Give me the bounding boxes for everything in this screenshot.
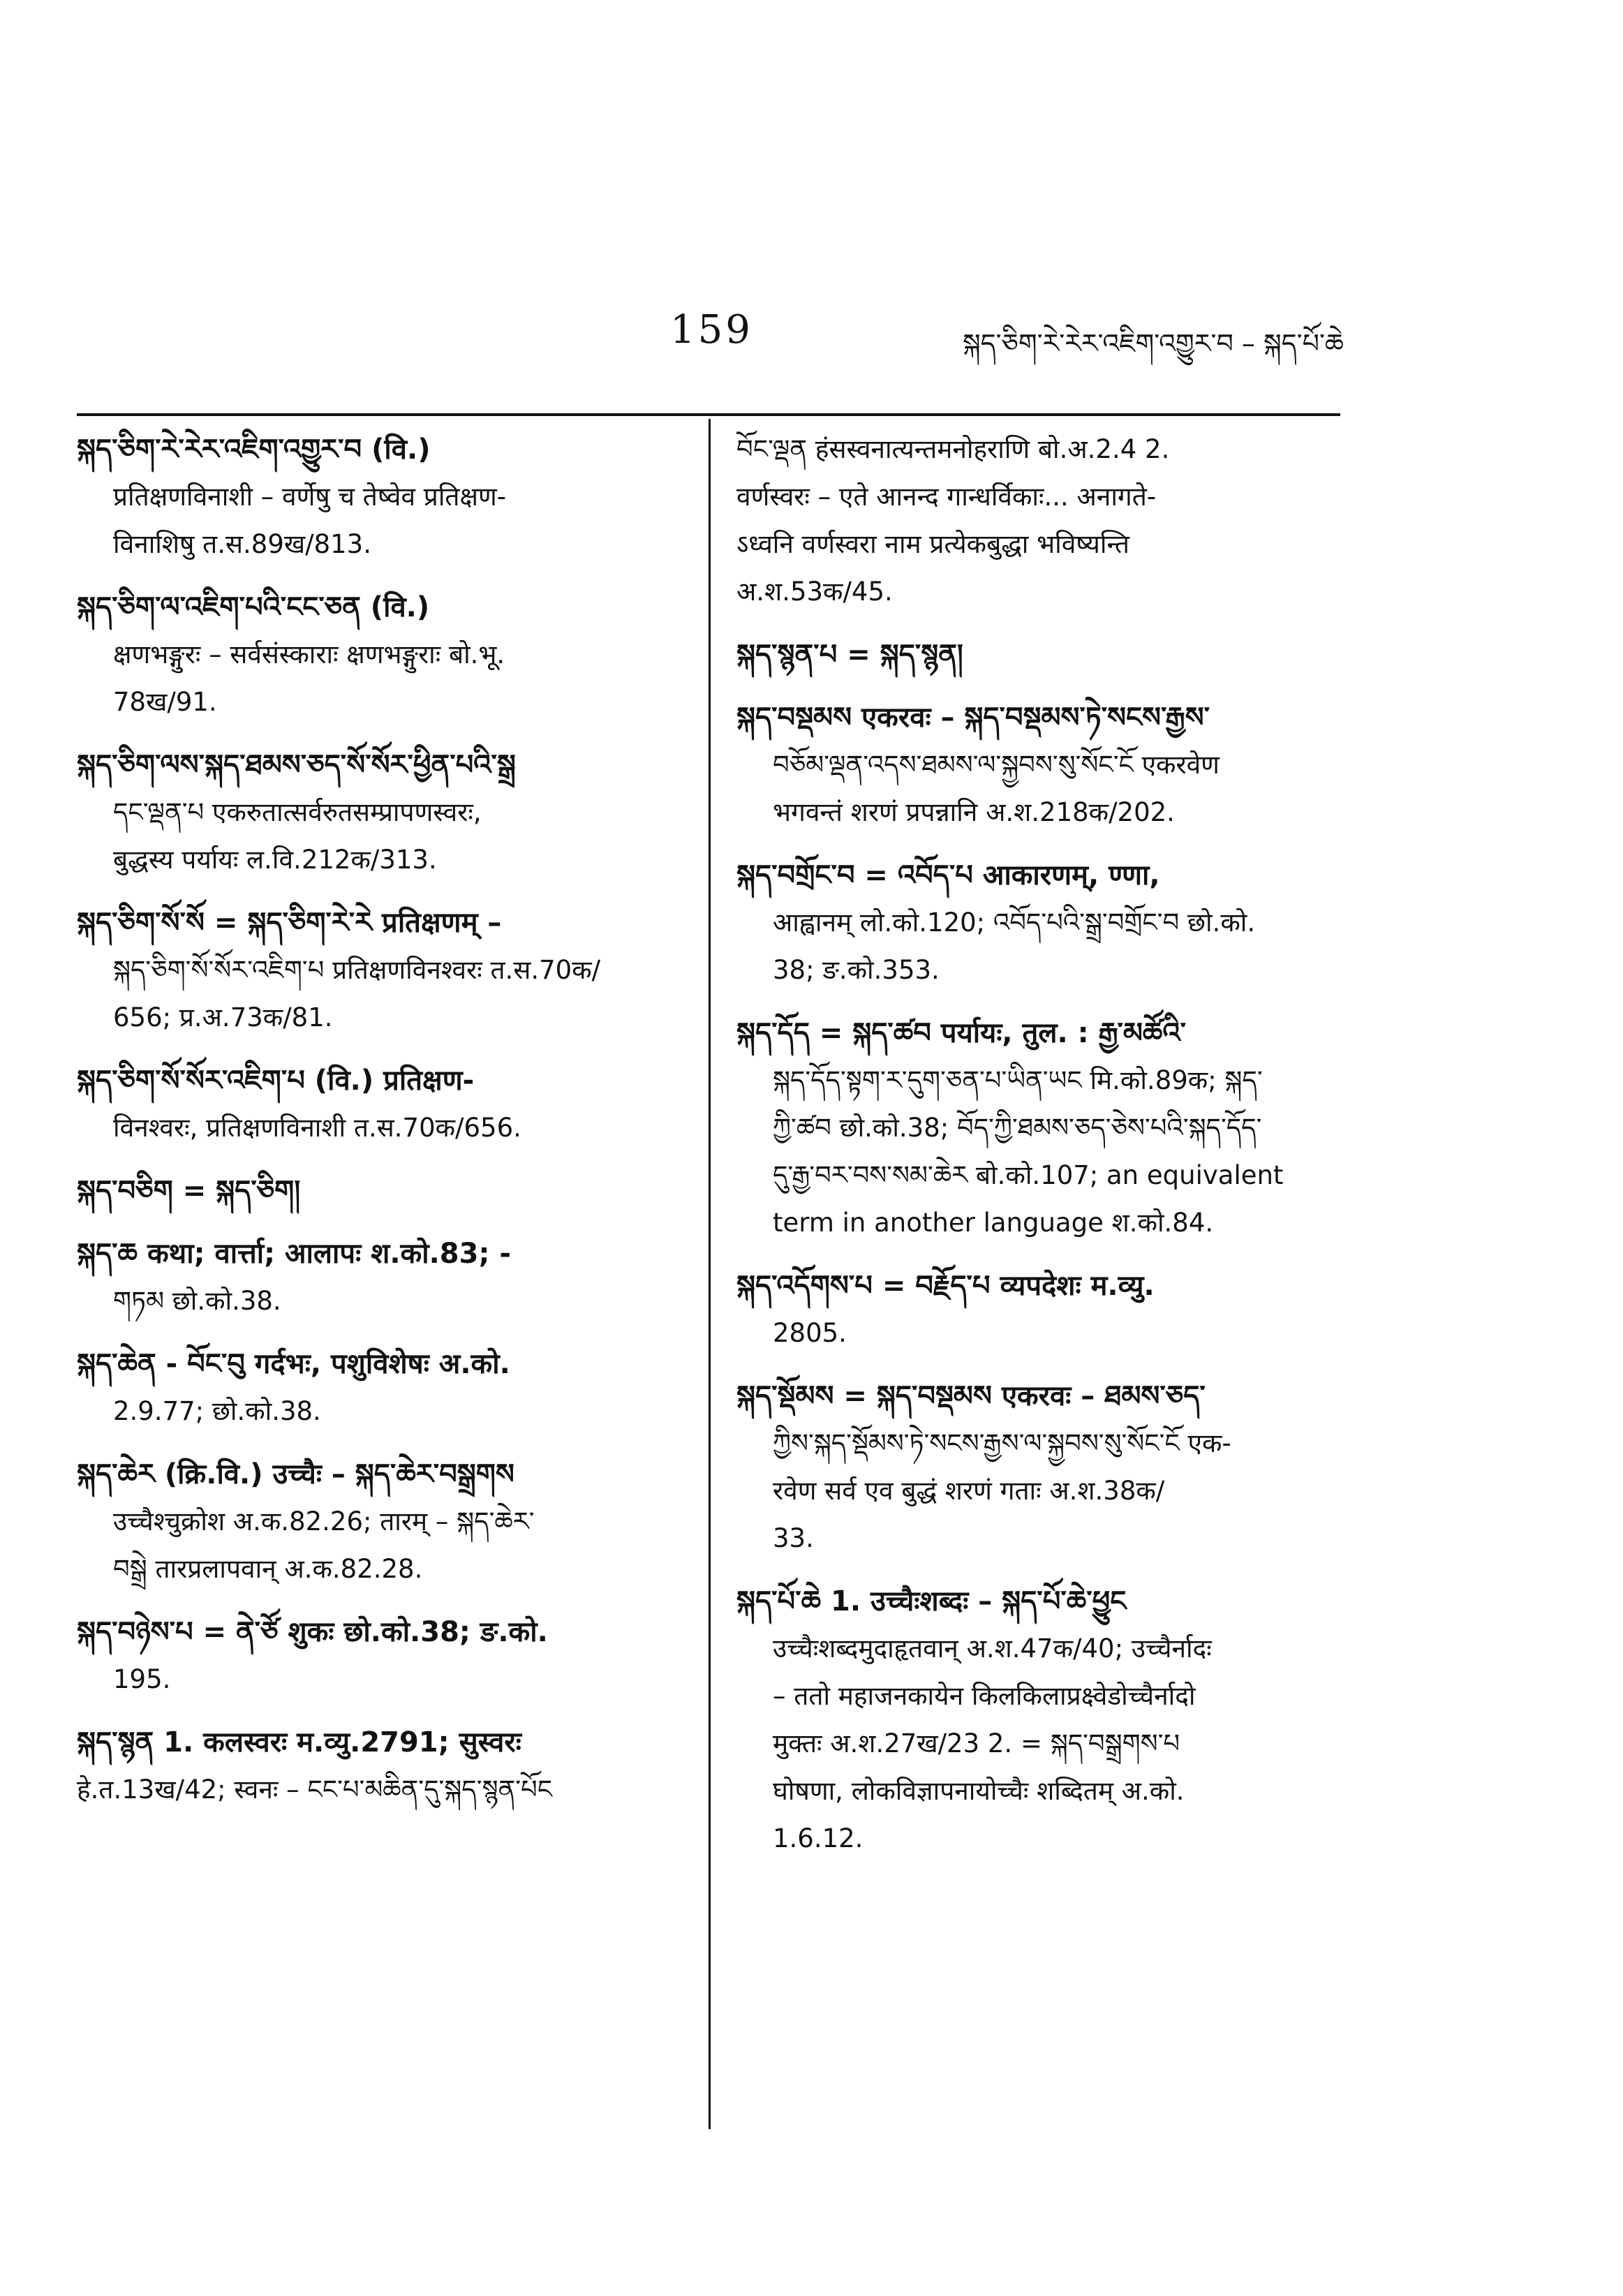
entry-headword: སྐད་འདོགས་པ = བརྗོད་པ व्यपदेशः म.व्यु.: [736, 1270, 1155, 1302]
entry-line: བོང་ལྡན हंसस्वनात्यन्तमनोहराणि बो.अ.2.4 2.: [736, 434, 1170, 464]
entry-headword: སྐད་ཅིག་ལ་འཇིག་པའི་ངང་ཅན (वि.): [77, 591, 430, 623]
entry-line: བསྒྲེ तारप्रलापवान् अ.क.82.28.: [113, 1554, 423, 1584]
entry-headword: སྐད་ཆ कथा; वार्त्ता; आलापः श.को.83; -: [77, 1238, 511, 1270]
entry-line: 1.6.12.: [773, 1823, 864, 1853]
entry-line: དུ་རྒྱ་བར་བས་སམ་ཆེར बो.को.107; an equivalent: [773, 1160, 1284, 1190]
entry-line: वर्णस्वरः – एते आनन्द गान्धर्विकाः... अनागते-: [736, 482, 1157, 512]
entry-line: 78ख/91.: [113, 687, 217, 717]
entry-line: उच्चैःशब्दमुदाहृतवान् अ.श.47क/40; उच्चैर्नादः: [773, 1634, 1212, 1664]
dictionary-entry: [736, 694, 1337, 836]
dictionary-entry: [736, 426, 1337, 616]
entry-headword: སྐད་ཆེར (क्रि.वि.) उच्चैः – སྐད་ཆེར་བསྒྲགས: [77, 1458, 514, 1490]
entry-line: हे.त.13ख/42; स्वनः – ངང་པ་མཆིན་དུ་སྐད་སྙན་པོང: [77, 1775, 553, 1805]
entry-line: आह्वानम् लो.को.120; འབོད་པའི་སྒྲ་བགྲོང་བ छो.को.: [773, 908, 1256, 938]
entry-line: उच्चैश्चुक्रोश अ.क.82.26; तारम् – སྐད་ཆེར་: [113, 1506, 535, 1536]
dictionary-entry: [77, 1167, 677, 1215]
dictionary-entry: [77, 1719, 677, 1814]
entry-headword: སྐད་པོ་ཆེ 1. उच्चैःशब्दः – སྐད་པོ་ཆེ་ཕྱུང: [736, 1585, 1127, 1617]
entry-line: 2805.: [773, 1318, 847, 1348]
dictionary-entry: [736, 852, 1337, 994]
entry-headword: སྐད་བགྲོང་བ = འབོད་པ आकारणम्, ण्णा,: [736, 859, 1160, 891]
entry-line: དང་ལྡན་པ एकरुतात्सर्वरुतसम्प्रापणस्वरः,: [113, 797, 482, 827]
entry-line: विनाशिषु त.स.89ख/813.: [113, 529, 371, 559]
dictionary-entry: [77, 741, 677, 884]
entry-line: घोषणा, लोकविज्ञापनायोच्चैः शब्दितम् अ.को.: [773, 1776, 1185, 1806]
entry-line: रवेण सर्व एव बुद्धं शरणं गताः अ.श.38क/: [773, 1476, 1165, 1506]
entry-headword: སྐད་ཆེན - བོང་བུ गर्दभः, पशुविशेषः अ.को.: [77, 1348, 510, 1380]
dictionary-entry: [736, 1009, 1337, 1247]
dictionary-entry: [77, 1451, 677, 1593]
entry-headword: སྐད་ཅིག་སོ་སོར་འཇིག་པ (वि.) प्रतिक्षण-: [77, 1065, 475, 1097]
entry-line: ཀྱི་ཚབ छो.को.38; བོད་ཀྱི་ཐམས་ཅད་ཅེས་པའི་སྐད་དོད་: [773, 1113, 1262, 1143]
entry-line: प्रतिक्षणविनाशी – वर्णेषु च तेष्वेव प्रतिक्षण-: [113, 482, 507, 512]
entry-line: 2.9.77; छो.को.38.: [113, 1396, 321, 1426]
page-header: [0, 307, 1623, 370]
dictionary-entry: [77, 1057, 677, 1152]
entry-headword: སྐད་བཅིག = སྐད་ཅིག།: [77, 1175, 301, 1207]
entry-line: भगवन्तं शरणं प्रपन्नानि अ.श.218क/202.: [773, 797, 1175, 827]
dictionary-entry: [736, 1578, 1337, 1862]
entry-headword: སྐད་ཅིག་ལས་སྐད་ཐམས་ཅད་སོ་སོར་ཕྱིན་པའི་སྒྲ: [77, 749, 516, 781]
entry-headword: སྐད་སྙན་པ = སྐད་སྙན།: [736, 639, 963, 671]
dictionary-entry: [736, 631, 1337, 679]
dictionary-entry: [736, 1372, 1337, 1562]
entry-line: 38; ङ.को.353.: [773, 955, 940, 985]
entry-line: ཀྱིས་སྐད་སྡོམས་ཏེ་སངས་རྒྱས་ལ་སྐྱབས་སུ་སོང་ངོ एक-: [773, 1428, 1231, 1458]
entry-line: བཅོམ་ལྡན་འདས་ཐམས་ལ་སྐྱབས་སུ་སོང་ངོ एकरवेण: [773, 750, 1220, 780]
dictionary-entry: [77, 899, 677, 1042]
dictionary-entry: [77, 584, 677, 726]
entry-headword: སྐད་བསྡམས एकरवः – སྐད་བསྡམས་ཏེ་སངས་རྒྱས་: [736, 702, 1210, 734]
entry-headword: སྐད་སྙན 1. कलस्वरः म.व्यु.2791; सुस्वरः: [77, 1726, 521, 1758]
entry-headword: སྐད་བཉེས་པ = ནེ་ཙོ शुकः छो.को.38; ङ.को.: [77, 1616, 548, 1648]
header-rule: [77, 413, 1340, 416]
entry-headword: སྐད་དོད = སྐད་ཚབ पर्यायः, तुल. : རྒྱ་མཚོའི་: [736, 1017, 1187, 1049]
entry-line: मुक्तः अ.श.27ख/23 2. = སྐད་བསྒྲགས་པ: [773, 1728, 1180, 1758]
dictionary-entry: [77, 1340, 677, 1435]
entry-headword: སྐད་ཅིག་སོ་སོ = སྐད་ཅིག་རེ་རེ प्रतिक्षणम् –: [77, 907, 502, 939]
entry-line: 33.: [773, 1523, 814, 1553]
entry-headword: སྐད་ཅིག་རེ་རེར་འཇིག་འགྱུར་བ (वि.): [77, 434, 431, 466]
entry-line: अ.श.53क/45.: [736, 577, 893, 607]
entry-line: क्षणभङ्गुरः – सर्वसंस्काराः क्षणभङ्गुराः बो.भू.: [113, 639, 505, 669]
entry-line: སྐད་ཅིག་སོ་སོར་འཇིག་པ प्रतिक्षणविनश्वरः त.स.70क/: [113, 955, 601, 985]
page-number: 159: [670, 307, 753, 353]
entry-line: term in another language श.को.84.: [773, 1208, 1214, 1238]
running-head: སྐད་ཅིག་རེ་རེར་འཇིག་འགྱུར་བ – སྐད་པོ་ཆེ: [963, 328, 1344, 359]
entry-line: 656; प्र.अ.73क/81.: [113, 1002, 333, 1032]
right-column: [736, 426, 1337, 1878]
dictionary-entry: [77, 1608, 677, 1703]
entry-line: विनश्वरः, प्रतिक्षणविनाशी त.स.70क/656.: [113, 1113, 521, 1143]
entry-line: बुद्धस्य पर्यायः ल.वि.212क/313.: [113, 845, 437, 875]
left-column: [77, 426, 677, 1829]
dictionary-entry: [736, 1262, 1337, 1357]
entry-line: 195.: [113, 1664, 171, 1694]
entry-line: སྐད་དོད་སྟག་ར་དུག་ཅན་པ་ཡིན་ཡང मि.को.89क; སྐད་: [773, 1065, 1263, 1095]
entry-line: – ततो महाजनकायेन किलकिलाप्रक्ष्वेडोच्चैर्नादो: [773, 1681, 1196, 1711]
dictionary-entry: [77, 1230, 677, 1325]
entry-headword: སྐད་སྡོམས = སྐད་བསྡམས एकरवः – ཐམས་ཅད་: [736, 1380, 1206, 1412]
column-divider: [709, 419, 711, 2129]
entry-line: གཏམ छो.को.38.: [113, 1286, 281, 1316]
dictionary-entry: [77, 426, 677, 568]
entry-line: ऽध्वनि वर्णस्वरा नाम प्रत्येकबुद्धा भविष्यन्ति: [736, 529, 1129, 559]
